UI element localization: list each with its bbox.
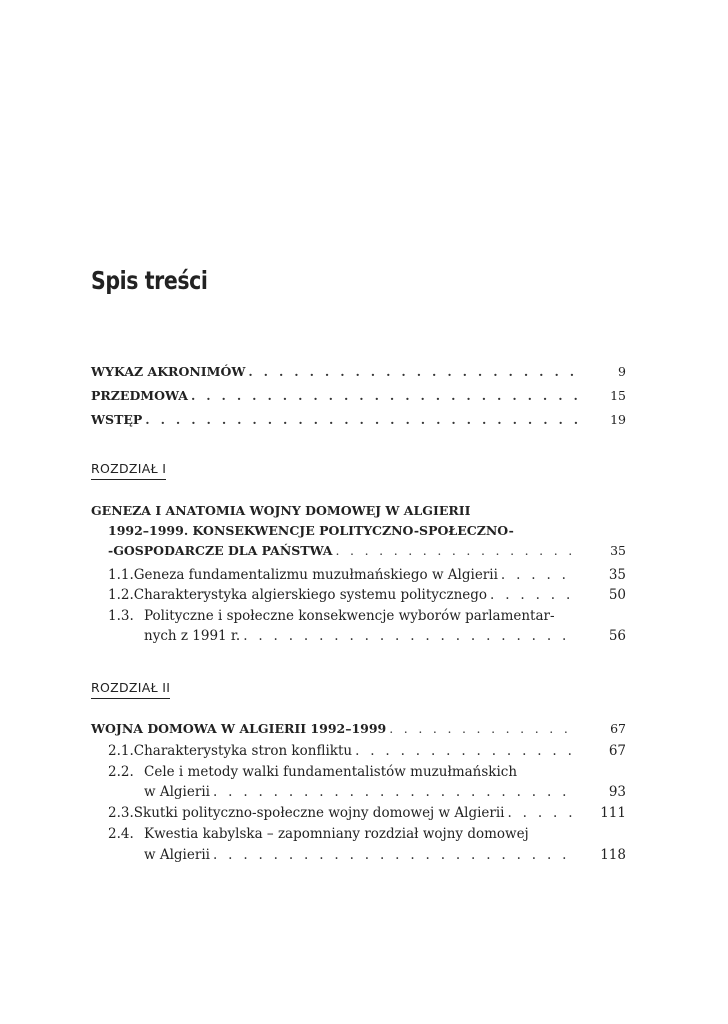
leader-dots [333,541,578,561]
section-number: 1.2. [108,587,134,603]
toc-entry-introduction[interactable] [91,410,626,430]
section-number: 1.3. [108,608,134,624]
section-title: Charakterystyka algierskiego systemu politycznego [133,587,488,603]
chapter-heading-text: GENEZA I ANATOMIA WOJNY DOMOWEJ W ALGIERII [91,503,471,518]
chapter-label: ROZDZIAŁ I [91,461,166,480]
section-title: Geneza fundamentalizmu muzułmańskiego w Algierii [133,567,498,583]
section-title-continuation: w Algierii [144,847,210,863]
page-number: 111 [600,805,626,821]
toc-entry-2-4-cont[interactable] [144,845,626,865]
section-title: Cele i metody walki fundamentalistów muzułmańskich [144,764,518,780]
chapter-heading-line [91,501,626,521]
toc-entry-2-3[interactable] [108,803,626,823]
toc-entry-chapter1[interactable] [108,541,626,561]
toc-entry-2-2-cont[interactable] [144,782,626,802]
chapter-heading-text: 1992–1999. KONSEKWENCJE POLITYCZNO-SPOŁECZNO- [108,523,514,538]
leader-dots [504,803,578,823]
section-title: Polityczne i społeczne konsekwencje wyborów parlamentar- [144,608,555,624]
leader-dots [352,741,578,761]
section-number: 2.2. [108,764,134,780]
page-number: 67 [610,721,626,736]
chapter-heading-line [108,521,626,541]
leader-dots [210,782,578,802]
page-number: 19 [610,412,626,427]
section-title: Skutki polityczno-społeczne wojny domowej w Algierii [133,805,505,821]
page-number: 67 [608,743,626,759]
section-title-continuation: w Algierii [144,784,210,800]
page-number: 35 [610,543,626,558]
toc-entry-2-4[interactable] [108,824,574,844]
chapter-label: ROZDZIAŁ II [91,680,170,699]
page-number: 118 [600,847,626,863]
toc-entry-1-3-cont[interactable] [144,626,626,646]
leader-dots [188,386,578,406]
page-number: 93 [608,784,626,800]
leader-dots [142,410,578,430]
toc-entry-1-1[interactable] [108,565,626,585]
toc-entry-label: PRZEDMOWA [91,388,188,403]
page-number: 15 [610,388,626,403]
page-number: 35 [608,567,626,583]
leader-dots [210,845,578,865]
leader-dots [245,362,578,382]
section-title: Kwestia kabylska – zapomniany rozdział wojny domowej [144,826,529,842]
leader-dots [498,565,578,585]
toc-entry-acronyms[interactable] [91,362,626,382]
toc-entry-2-2[interactable] [108,762,574,782]
toc-entry-label: WYKAZ AKRONIMÓW [91,364,246,379]
page-title: Spis treści [91,266,208,295]
chapter-heading-text: -GOSPODARCZE DLA PAŃSTWA [108,543,333,558]
page-number: 9 [618,364,626,379]
toc-entry-1-2[interactable] [108,585,626,605]
leader-dots [240,626,578,646]
toc-entry-chapter2[interactable] [91,719,626,739]
leader-dots [487,585,578,605]
page-number: 56 [608,628,626,644]
section-title: Charakterystyka stron konfliktu [133,743,353,759]
toc-entry-preface[interactable] [91,386,626,406]
toc-entry-1-3[interactable] [108,606,574,626]
page-number: 50 [608,587,626,603]
toc-entry-label: WSTĘP [91,412,143,427]
section-number: 1.1. [108,567,134,583]
section-number: 2.1. [108,743,134,759]
section-number: 2.3. [108,805,134,821]
toc-entry-2-1[interactable] [108,741,626,761]
leader-dots [386,719,578,739]
chapter-heading-text: WOJNA DOMOWA W ALGIERII 1992–1999 [91,721,387,736]
section-number: 2.4. [108,826,134,842]
section-title-continuation: nych z 1991 r. [144,628,241,644]
